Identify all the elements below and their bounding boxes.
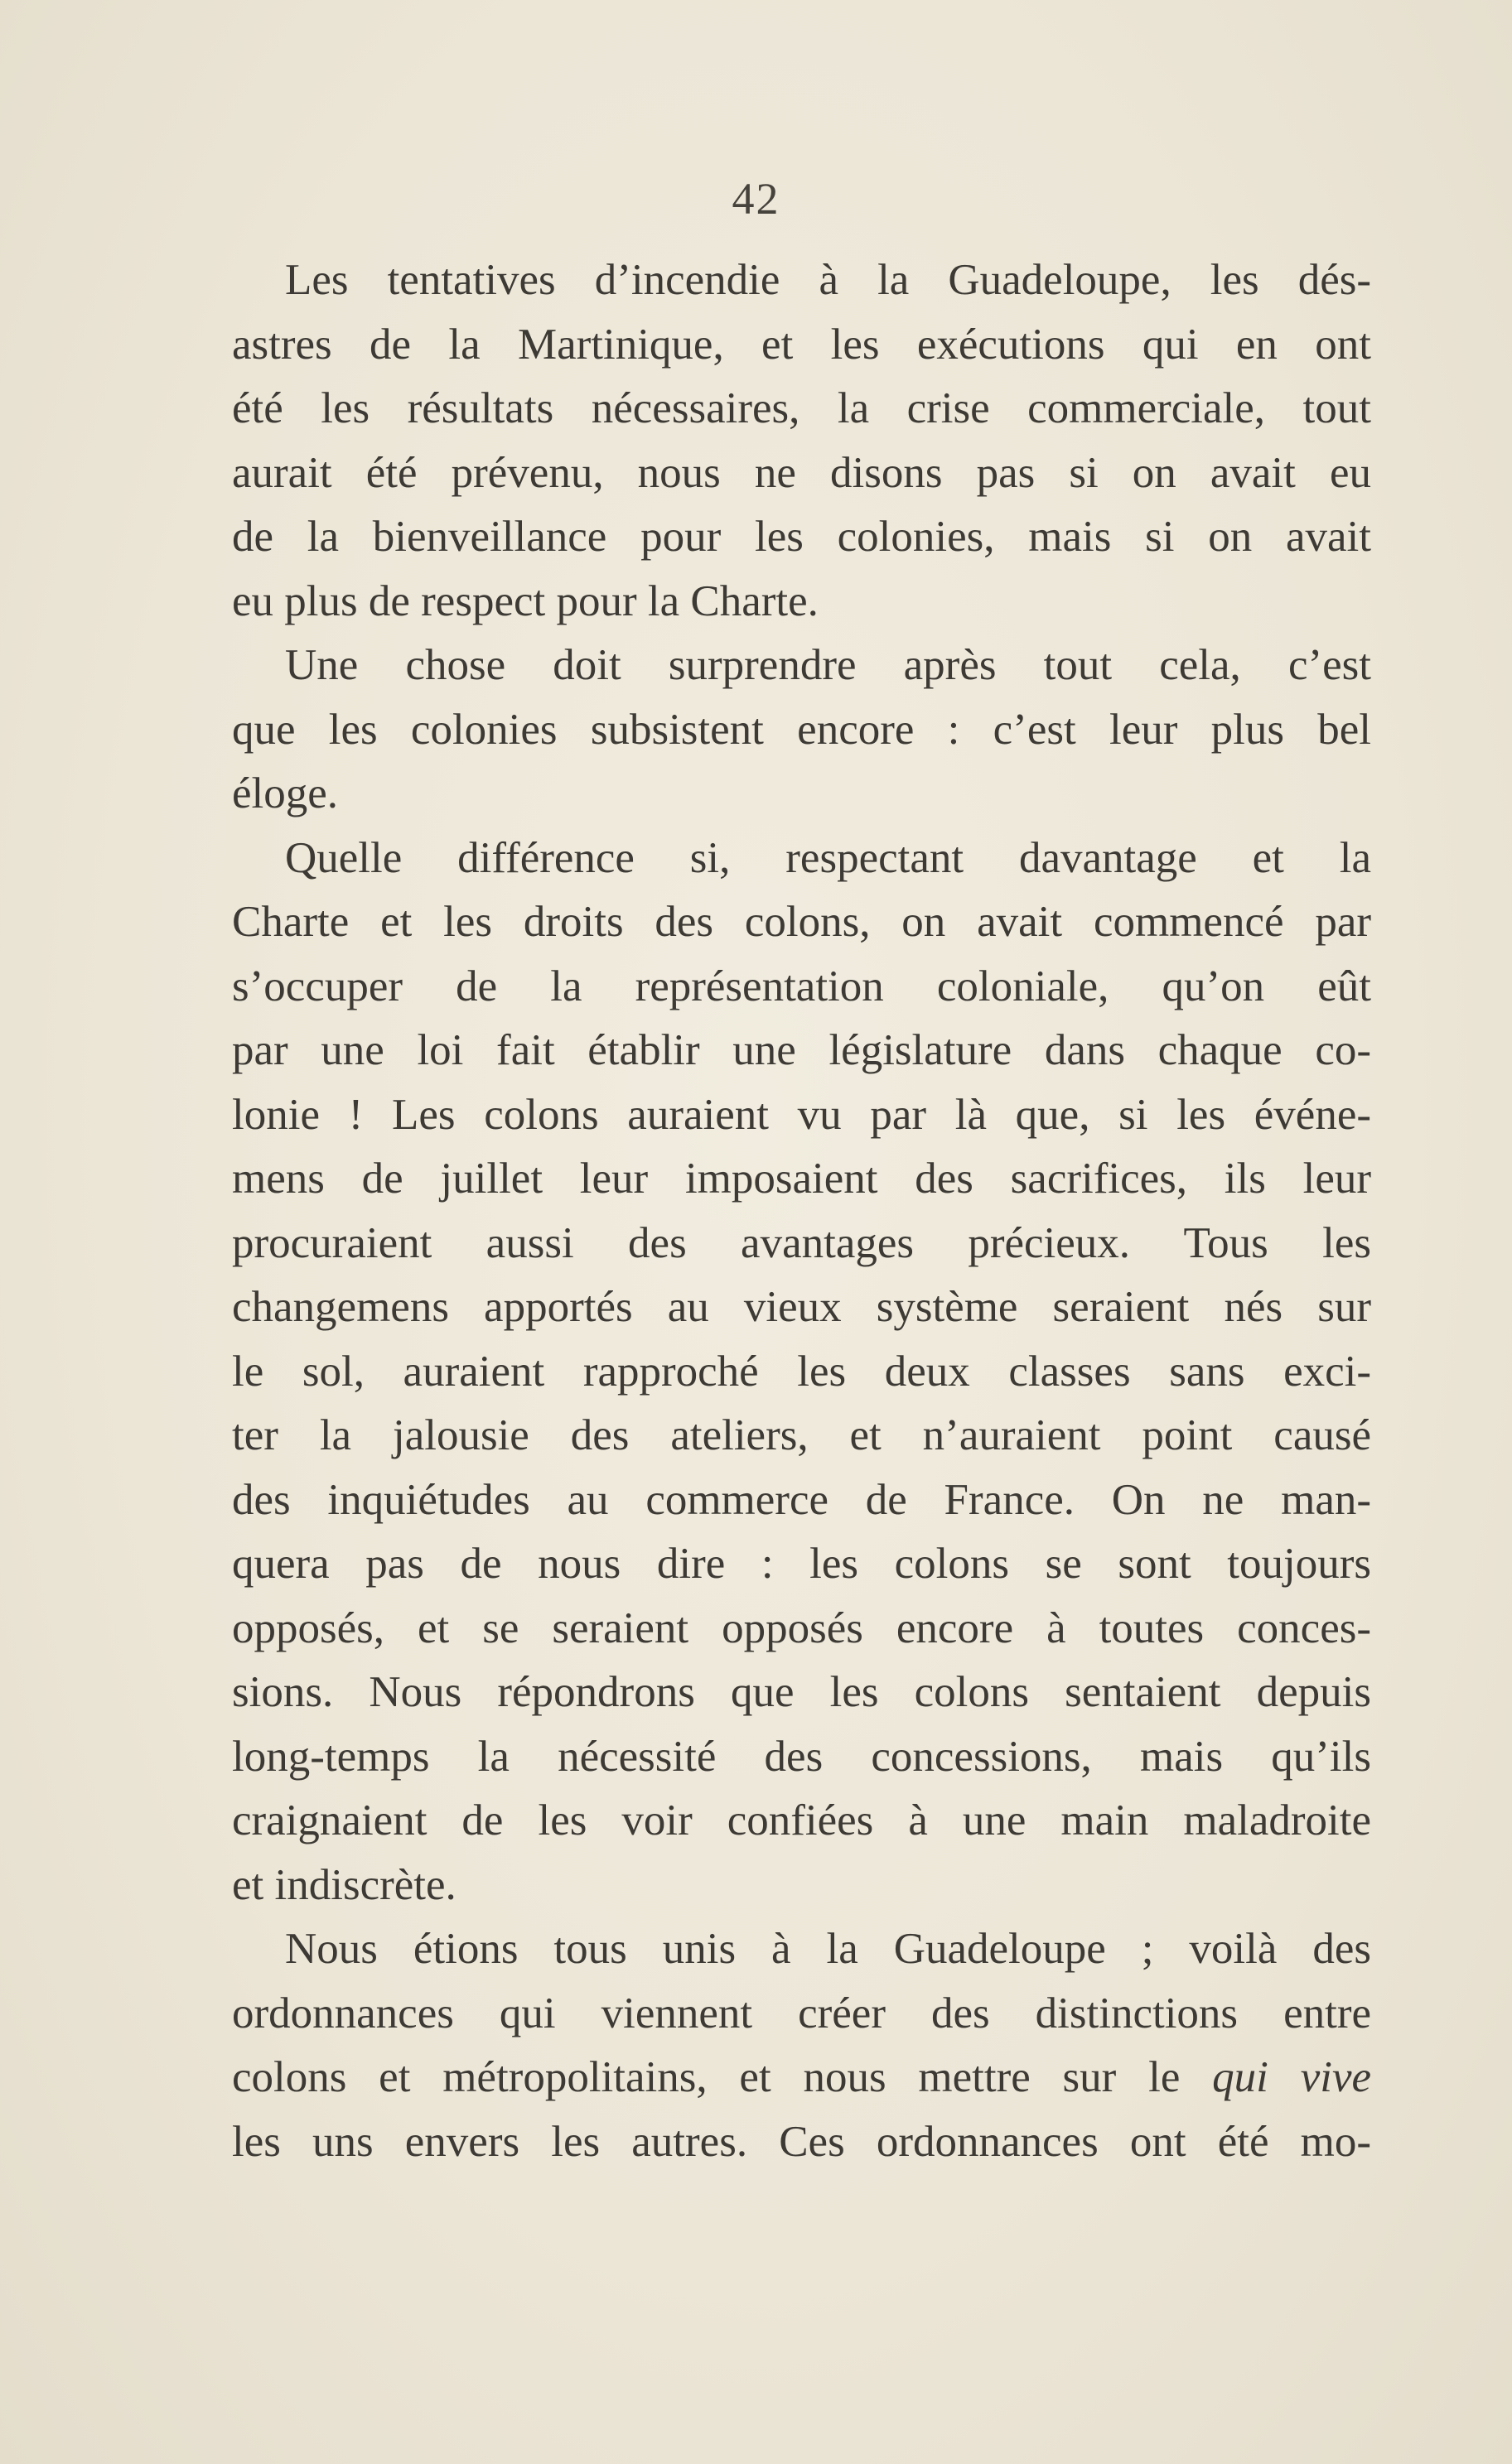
text-segment: colons et métropolitains, et nous mettre sur le <box>232 2053 1213 2101</box>
text-line: lonie ! Les colons auraient vu par là que, si les événe- <box>232 1090 1371 1139</box>
text-line: Une chose doit surprendre après tout cela, c’est <box>285 641 1371 689</box>
text-line-with-italic <box>232 2046 1371 2110</box>
text-line: Charte et les droits des colons, on avait commencé par <box>232 898 1371 946</box>
text-line: Nous étions tous unis à la Guadeloupe ; voilà des <box>285 1925 1371 1973</box>
text-line: éloge. <box>232 769 339 817</box>
italic-phrase: qui vive <box>1212 2053 1371 2101</box>
text-line: des inquiétudes au commerce de France. On ne man- <box>232 1475 1371 1524</box>
text-line: de la bienveillance pour les colonies, mais si on avait <box>232 513 1371 561</box>
text-line: le sol, auraient rapproché les deux classes sans exci- <box>232 1347 1371 1396</box>
text-line: ordonnances qui viennent créer des distinctions entre <box>232 1989 1371 2037</box>
page-number: 42 <box>732 174 780 224</box>
text-line: mens de juillet leur imposaient des sacrifices, ils leur <box>232 1155 1371 1203</box>
text-line: long-temps la nécessité des concessions, mais qu’ils <box>232 1732 1371 1781</box>
text-line: astres de la Martinique, et les exécutions qui en ont <box>232 320 1371 369</box>
text-line: que les colonies subsistent encore : c’est leur plus bel <box>232 705 1371 754</box>
text-line: s’occuper de la représentation coloniale, qu’on eût <box>232 962 1371 1010</box>
text-line: procuraient aussi des avantages précieux. Tous les <box>232 1218 1371 1267</box>
text-line: changemens apportés au vieux système seraient nés sur <box>232 1283 1371 1331</box>
text-line: et indiscrète. <box>232 1860 456 1909</box>
text-line: Quelle différence si, respectant davantage et la <box>285 833 1371 882</box>
text-line: ter la jalousie des ateliers, et n’auraient point causé <box>232 1411 1371 1459</box>
body-text <box>232 248 1371 2174</box>
text-line: été les résultats nécessaires, la crise commerciale, tout <box>232 384 1371 432</box>
text-line: eu plus de respect pour la Charte. <box>232 576 819 625</box>
text-line: craignaient de les voir confiées à une main maladroite <box>232 1796 1371 1844</box>
text-line: aurait été prévenu, nous ne disons pas si on avait eu <box>232 448 1371 497</box>
text-line: les uns envers les autres. Ces ordonnances ont été mo- <box>232 2117 1371 2166</box>
text-line: Les tentatives d’incendie à la Guadeloupe, les dés- <box>285 256 1371 304</box>
text-line: sions. Nous répondrons que les colons sentaient depuis <box>232 1668 1371 1716</box>
text-line: opposés, et se seraient opposés encore à toutes conces- <box>232 1603 1371 1652</box>
text-line: par une loi fait établir une législature dans chaque co- <box>232 1026 1371 1074</box>
text-line: quera pas de nous dire : les colons se sont toujours <box>232 1540 1371 1588</box>
